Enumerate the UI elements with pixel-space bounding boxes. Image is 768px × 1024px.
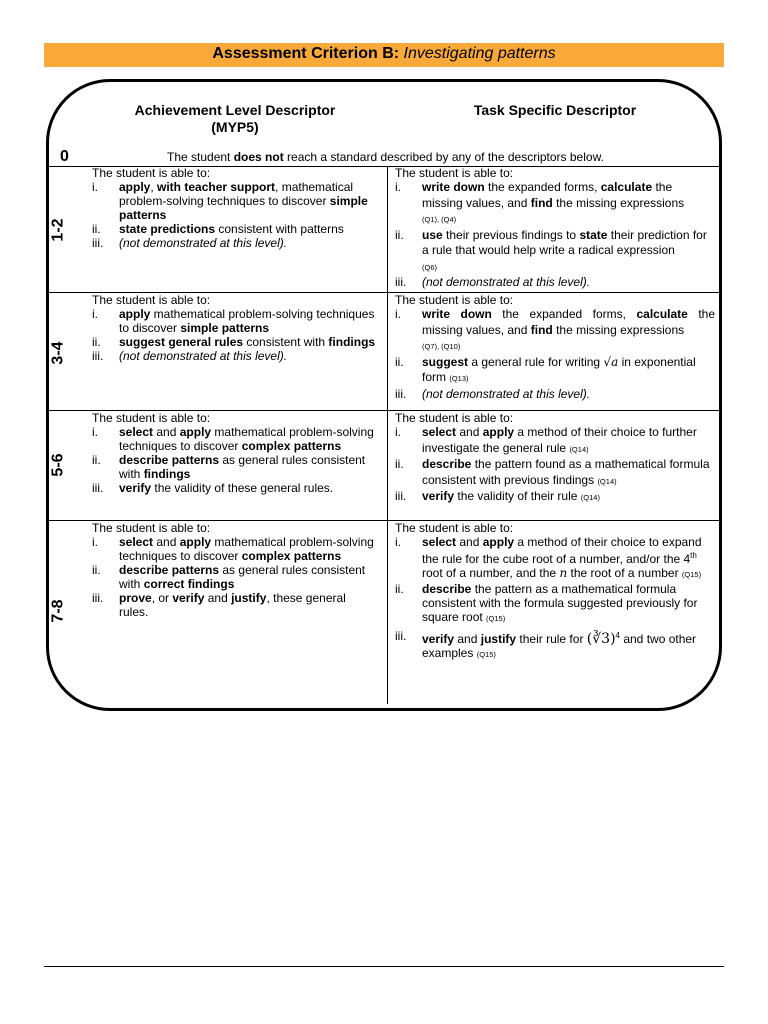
level-label-1-2: 1-2 bbox=[49, 218, 67, 242]
level-label-5-6: 5-6 bbox=[49, 453, 67, 477]
row-7-8-achievement: The student is able to: i. select and apply mathematical problem-solving techniques to discover complex patterns ii. describe patterns as general rules consistent with correct findings iii. prove, or verify and justify, these general rules. bbox=[92, 521, 374, 619]
cube-root-expression: (∛3) bbox=[586, 631, 616, 647]
level-0-text: The student does not reach a standard described by any of the descriptors below. bbox=[167, 150, 604, 164]
sqrt-a-expression: √a bbox=[603, 354, 619, 369]
header-left-line1: Achievement Level Descriptor bbox=[134, 102, 336, 118]
row-1-2-task: The student is able to: i. write down the expanded forms, calculate the missing values, and find the missing expressions (Q1), (Q4) ii. use their previous findings to state their prediction for a rule that would help write a radical expression (Q6) iii. (not demonstrated at this level). bbox=[395, 166, 707, 289]
row-1-2-achievement: The student is able to: i. apply, with teacher support, mathematical problem-solving techniques to discover simple patterns ii. state predictions consistent with patterns iii. (not demonstrated at this level). bbox=[92, 166, 368, 250]
row-5-6-task: The student is able to: i. select and apply a method of their choice to further investigate the general rule (Q14) ii. describe the pattern found as a mathematical formula consistent with previous findings (Q14) iii. verify the validity of their rule (Q14) bbox=[395, 411, 710, 503]
row-5-6-achievement: The student is able to: i. select and apply mathematical problem-solving techniques to discover complex patterns ii. describe patterns as general rules consistent with findings iii. verify the validity of these general rules. bbox=[92, 411, 374, 495]
row-3-4-achievement: The student is able to: i. apply mathematical problem-solving techniques to discover simple patterns ii. suggest general rules consistent with findings iii. (not demonstrated at this level). bbox=[92, 293, 376, 363]
column-divider bbox=[387, 166, 388, 704]
row-3-4-task: The student is able to: i. write down the expanded forms, calculate the missing values, and find the missing expressions (Q7), (Q10) ii. suggest a general rule for writing √a in exponential form (Q13) iii. (not demonstrated at this level). bbox=[395, 293, 716, 401]
banner-subtitle: Investigating patterns bbox=[403, 45, 556, 62]
banner-title: Assessment Criterion B: bbox=[212, 45, 400, 62]
row-7-8-task: The student is able to: i. select and apply a method of their choice to expand the rule for the cube root of a number, and/or the 4th root of a number, and the n the root of a number (Q15) ii. describe the pattern as a mathematical formula consistent with the formula suggested previously for square root (Q15) iii. verify and justify their rule for (∛3)$^4$ and two other examples (Q15) bbox=[395, 521, 702, 660]
header-achievement-level bbox=[110, 102, 360, 136]
level-label-7-8: 7-8 bbox=[49, 599, 67, 623]
level-0-label: 0 bbox=[60, 148, 69, 165]
level-label-3-4: 3-4 bbox=[49, 341, 67, 365]
footer-rule bbox=[44, 966, 724, 967]
header-left-line2: (MYP5) bbox=[211, 119, 259, 135]
header-task-specific: Task Specific Descriptor bbox=[473, 102, 637, 118]
criterion-banner bbox=[44, 43, 724, 67]
